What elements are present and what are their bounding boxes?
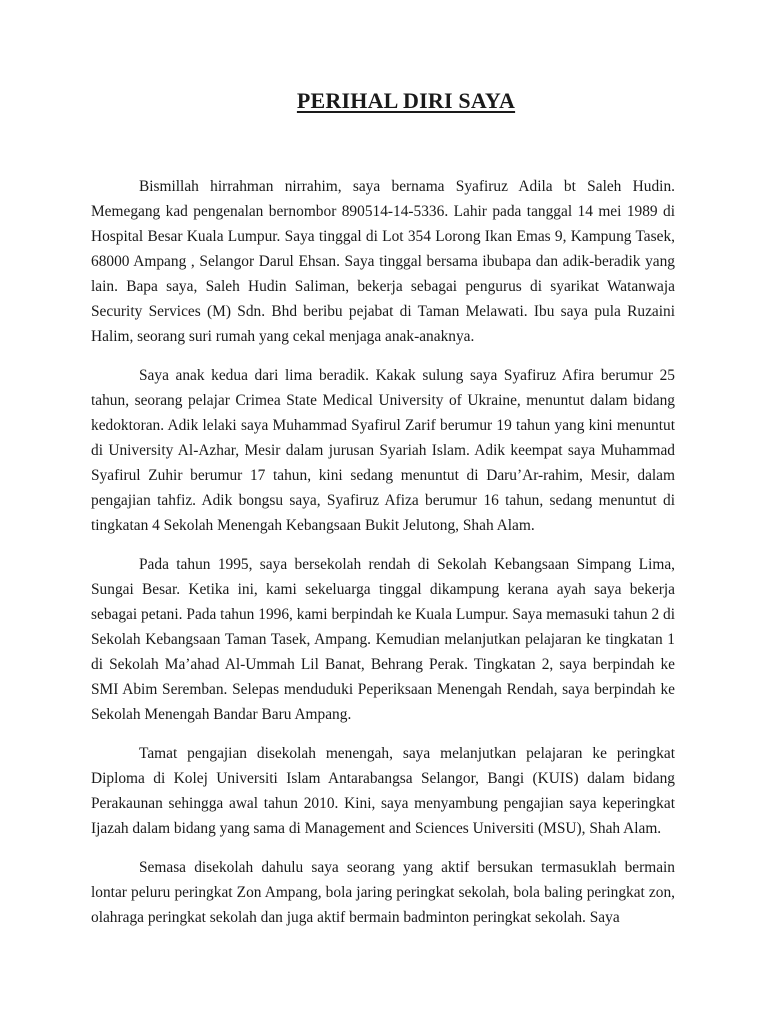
paragraph-introduction: Bismillah hirrahman nirrahim, saya bernama Syafiruz Adila bt Saleh Hudin. Memegang kad pengenalan bernombor 890514-14-5336. Lahir pada tanggal 14 mei 1989 di Hospital Besar Kuala Lumpur. Saya tinggal di Lot 354 Lorong Ikan Emas 9, Kampung Tasek, 68000 Ampang , Selangor Darul Ehsan. Saya tinggal bersama ibubapa dan adik-beradik yang lain. Bapa saya, Saleh Hudin Saliman, bekerja sebagai pengurus di syarikat Watanwaja Security Services (M) Sdn. Bhd beribu pejabat di Taman Melawati. Ibu saya pula Ruzaini Halim, seorang suri rumah yang cekal menjaga anak-anaknya.	[91, 178, 675, 345]
paragraph-higher-education: Tamat pengajian disekolah menengah, saya melanjutkan pelajaran ke peringkat Diploma di Kolej Universiti Islam Antarabangsa Selangor, Bangi (KUIS) dalam bidang Perakaunan sehingga awal tahun 2010. Kini, saya menyambung pengajian saya keperingkat Ijazah dalam bidang yang sama di Management and Sciences Universiti (MSU), Shah Alam.	[91, 745, 675, 837]
document-title: PERIHAL DIRI SAYA	[296, 88, 516, 113]
paragraph-sports: Semasa disekolah dahulu saya seorang yang aktif bersukan termasuklah bermain lontar peluru peringkat Zon Ampang, bola jaring peringkat sekolah, bola baling peringkat zon, olahraga peringkat sekolah dan juga aktif bermain badminton peringkat sekolah. Saya	[91, 859, 675, 926]
paragraph-schooling: Pada tahun 1995, saya bersekolah rendah di Sekolah Kebangsaan Simpang Lima, Sungai Besar. Ketika ini, kami sekeluarga tinggal dikampung kerana ayah saya bekerja sebagai petani. Pada tahun 1996, kami berpindah ke Kuala Lumpur. Saya memasuki tahun 2 di Sekolah Kebangsaan Taman Tasek, Ampang. Kemudian melanjutkan pelajaran ke tingkatan 1 di Sekolah Ma’ahad Al-Ummah Lil Banat, Behrang Perak. Tingkatan 2, saya berpindah ke SMI Abim Seremban. Selepas menduduki Peperiksaan Menengah Rendah, saya berpindah ke Sekolah Menengah Bandar Baru Ampang.	[91, 556, 675, 723]
paragraph-siblings: Saya anak kedua dari lima beradik. Kakak sulung saya Syafiruz Afira berumur 25 tahun, seorang pelajar Crimea State Medical University of Ukraine, menuntut dalam bidang kedoktoran. Adik lelaki saya Muhammad Syafirul Zarif berumur 19 tahun yang kini menuntut di University Al-Azhar, Mesir dalam jurusan Syariah Islam. Adik keempat saya Muhammad Syafirul Zuhir berumur 17 tahun, kini sedang menuntut di Daru’Ar-rahim, Mesir, dalam pengajian tahfiz. Adik bongsu saya, Syafiruz Afiza berumur 16 tahun, sedang menuntut di tingkatan 4 Sekolah Menengah Kebangsaan Bukit Jelutong, Shah Alam.	[91, 367, 675, 534]
document-body	[91, 174, 675, 944]
